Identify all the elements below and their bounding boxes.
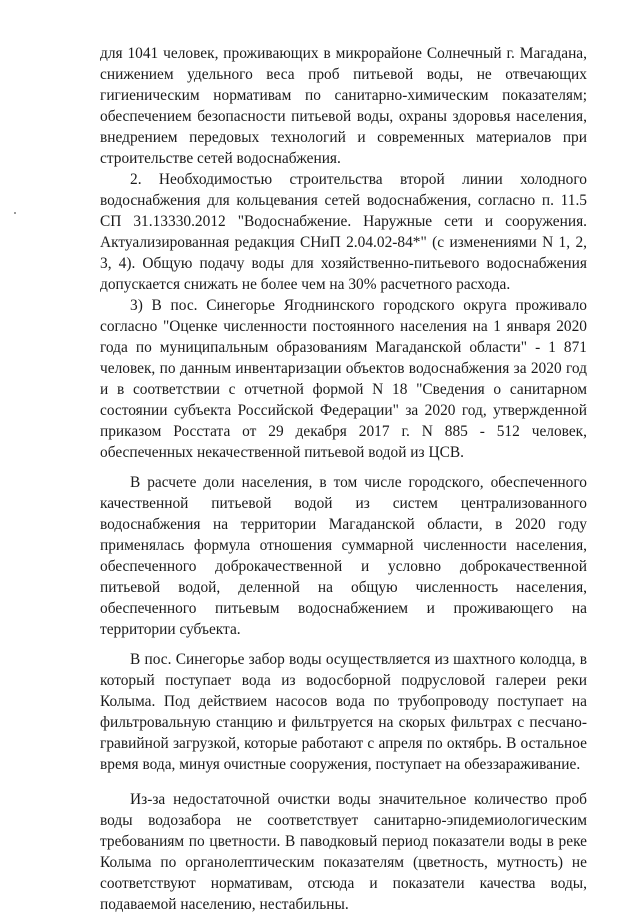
paragraph-item-2: 2. Необходимостью строительства второй линии холодного водоснабжения для кольцевания сетей водоснабжения, согласно п. 11.5 СП 31.13330.2012 "Водоснабжение. Наружные сети и сооружения. Актуализированная редакция СНиП 2.04.02-84*" (с изменениями N 1, 2, 3, 4). Общую подачу воды для хозяйственно-питьевого водоснабжения допускается снижать не более чем на 30% расчетного расхода. [100,171,587,293]
paragraph-item-3: 3) В пос. Синегорье Ягоднинского городского округа проживало согласно "Оценке численности постоянного населения на 1 января 2020 года по муниципальным образованиям Магаданской области" - 1 871 человек, по данным инвентаризации объектов водоснабжения за 2020 год и в соответствии с отчетной формой N 18 "Сведения о санитарном состоянии субъекта Российской Федерации" за 2020 год, утвержденной приказом Росстата от 29 декабря 2017 г. N 885 - 512 человек, обеспеченных некачественной питьевой водой из ЦСВ. [100,297,587,461]
scan-margin-mark [14,212,16,214]
paragraph-water-quality: Из-за недостаточной очистки воды значительное количество проб воды водозабора не соответствует санитарно-эпидемиологическим требованиям по цветности. В паводковый период показатели воды в реке Колыма по органолептическим показателям (цветность, мутность) не соответствуют нормативам, отсюда и показатели качества воды, подаваемой населению, нестабильны. [100,791,587,913]
paragraph-calculation: В расчете доли населения, в том числе городского, обеспеченного качественной питьевой водой из систем централизованного водоснабжения на территории Магаданской области, в 2020 году применялась формула отношения суммарной численности населения, обеспеченного доброкачественной и условно доброкачественной питьевой водой, деленной на общую численность населения, обеспеченного питьевым водоснабжением и проживающего на территории субъекта. [100,474,587,638]
document-body [100,43,587,915]
paragraph-continuation: для 1041 человек, проживающих в микрорайоне Солнечный г. Магадана, снижением удельного веса проб питьевой воды, не отвечающих гигиеническим нормативам по санитарно-химическим показателям; обеспечением безопасности питьевой воды, охраны здоровья населения, внедрением передовых технологий и современных материалов при строительстве сетей водоснабжения. [100,45,587,167]
paragraph-water-intake: В пос. Синегорье забор воды осуществляется из шахтного колодца, в который поступает вода из водосборной подрусловой галереи реки Колыма. Под действием насосов вода по трубопроводу поступает на фильтровальную станцию и фильтруется на скорых фильтрах с песчано-гравийной загрузкой, которые работают с апреля по октябрь. В остальное время вода, минуя очистные сооружения, поступает на обеззараживание. [100,651,587,773]
